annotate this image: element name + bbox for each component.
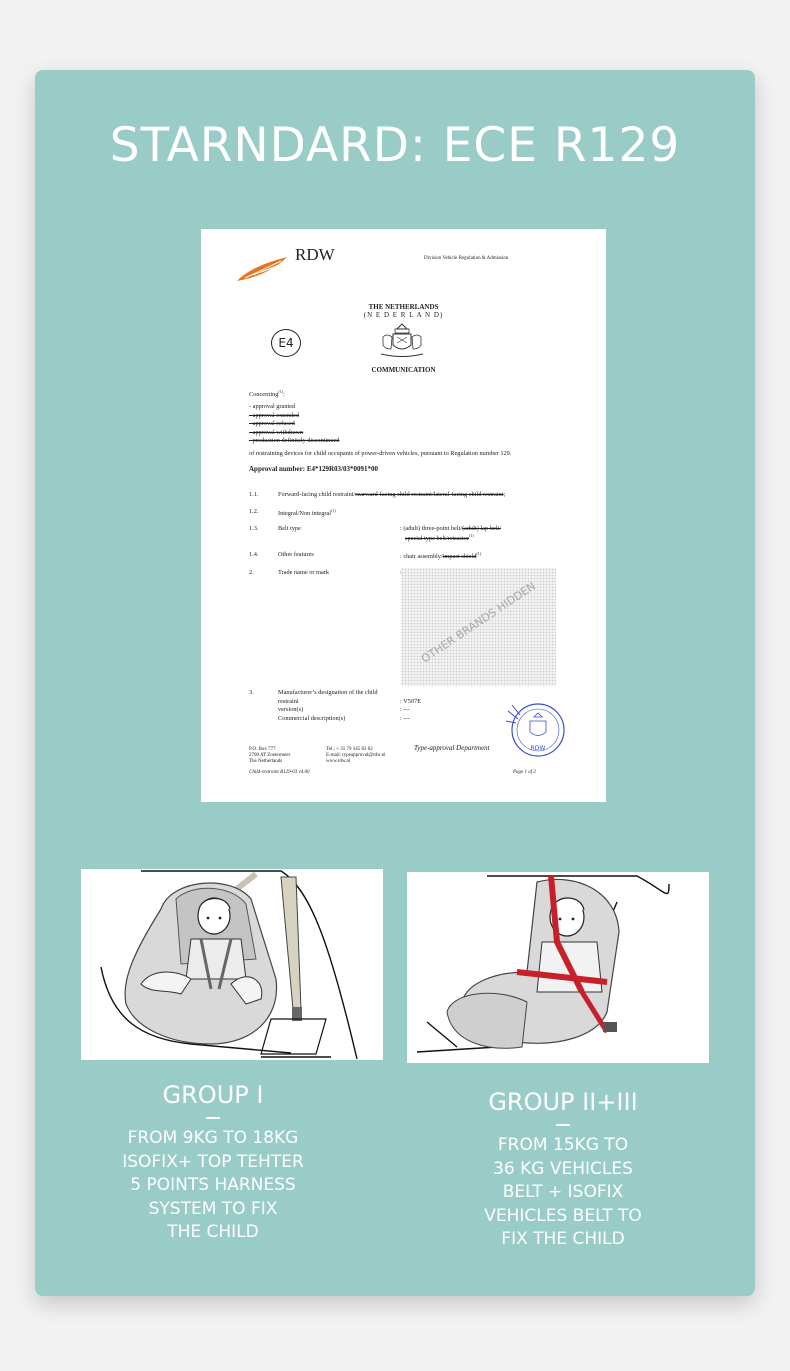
item-1-2-number: 1.2. (249, 508, 259, 515)
item-3-label-1: Manufacturer’s designation of the child (278, 689, 378, 696)
footer-department: Type-approval Department (414, 744, 490, 752)
page-headline: STARNDARD: ECE R129 (109, 118, 681, 173)
item-3-label-2: restraint (278, 697, 299, 705)
option-extended: - approval extended (249, 411, 300, 419)
country-local: (N E D E R L A N D) (363, 311, 444, 319)
footer-address-2: 2700 AT Zoetermeer (249, 753, 291, 758)
item-1-3-number: 1.3. (249, 525, 259, 532)
footer-address-1: P.O. Box 777 (249, 747, 276, 752)
item-1-2-text: Integral/Non integral$^{(1)}$ (278, 508, 336, 518)
item-1-4-label: Other features (278, 551, 314, 558)
group-1-caption (100, 1081, 326, 1245)
group-2-3-caption (450, 1088, 676, 1252)
group-1-line-1: FROM 9KG TO 18KG (127, 1128, 299, 1148)
footer-address-3: The Netherlands (249, 759, 283, 764)
rdw-logo-icon (235, 253, 291, 285)
footer-contact-1: Tel.: + 31 79 345 83 02 (326, 747, 373, 752)
group-1-line-5: THE CHILD (167, 1222, 259, 1242)
option-refused: - approval refused (249, 420, 295, 427)
hidden-brands-watermark: OTHER BRANDS HIDDEN (418, 579, 539, 666)
stamp-text: RDW (530, 745, 546, 752)
group-2-3-line-2: 36 KG VEHICLES (493, 1158, 633, 1179)
group-2-3-line-5: FIX THE CHILD (501, 1229, 625, 1249)
option-withdrawn: - approval withdrawn (249, 428, 304, 436)
item-3-value-2: : --- (400, 706, 410, 713)
approval-certificate (201, 229, 606, 802)
communication-heading: COMMUNICATION (371, 366, 436, 374)
e-mark: E4 (271, 329, 301, 357)
item-2-number: 2. (249, 569, 254, 576)
item-1-4-value: : chair assembly/impact shield$^{(1)}$ (400, 551, 482, 561)
group-1-title: GROUP I (162, 1081, 264, 1109)
coat-of-arms-icon (379, 323, 425, 359)
hidden-brands-area (401, 568, 556, 686)
group-2-3-line-4: VEHICLES BELT TO (484, 1205, 642, 1226)
footer-contact-3: www.rdw.nl (326, 759, 351, 764)
item-1-1-number: 1.1. (249, 491, 259, 498)
group-1-divider (206, 1117, 220, 1119)
group-2-3-seat-illustration (407, 872, 709, 1063)
item-1-4-number: 1.4. (249, 551, 259, 558)
approval-number: Approval number: E4*129R03/03*0091*00 (249, 465, 378, 473)
group-1-line-2: ISOFIX+ TOP TEHTER (122, 1151, 304, 1172)
item-1-3-value: : (adult) three-point belt/(adult) lap belt/ (400, 525, 501, 532)
scope-text: of restraining devices for child occupants of power-driven vehicles, pursuant to Regulation number 129. (249, 450, 512, 457)
division-name: Division Vehicle Regulation & Admission (424, 256, 509, 261)
item-1-3-value-2: special type belt/retractor$^{(1)}$ (405, 533, 474, 543)
group-1-seat-illustration (81, 869, 383, 1060)
group-1-line-3: 5 POINTS HARNESS (130, 1175, 296, 1195)
group-2-3-line-3: BELT + ISOFIX (502, 1182, 624, 1202)
group-2-3-title: GROUP II+III (488, 1088, 638, 1116)
footer-version: Child-restraint R129-03 v4.00 (249, 770, 310, 775)
footer-contact-2: E-mail: typeapproval@rdw.nl (326, 753, 386, 758)
group-1-line-4: SYSTEM TO FIX (148, 1198, 278, 1219)
logo-text: RDW (295, 245, 335, 264)
item-3-number: 3. (249, 689, 254, 696)
footer-page: Page 1 of 2 (513, 770, 536, 775)
country-title: THE NETHERLANDS (368, 303, 439, 311)
rdw-stamp-icon (506, 699, 568, 759)
item-1-1-text: Forward-facing child restraint/rearward-facing child restraint/lateral-facing child restraint; (278, 491, 506, 498)
item-3-label-4: Commercial description(s) (278, 714, 346, 722)
group-2-3-divider (556, 1124, 570, 1126)
item-2-label: Trade name or mark (278, 569, 330, 576)
concerning-label: Concerning$^{(1)}$: (249, 389, 285, 399)
item-1-3-label: Belt type (278, 525, 301, 532)
group-2-3-line-1: FROM 15KG TO (497, 1135, 629, 1155)
option-discontinued: - production definitely discontinued (249, 437, 340, 444)
option-granted: - approval granted (249, 403, 296, 410)
item-3-label-3: version(s) (278, 706, 304, 713)
item-3-value-3: : --- (400, 714, 410, 722)
item-3-value-1: : V507E (400, 697, 422, 705)
